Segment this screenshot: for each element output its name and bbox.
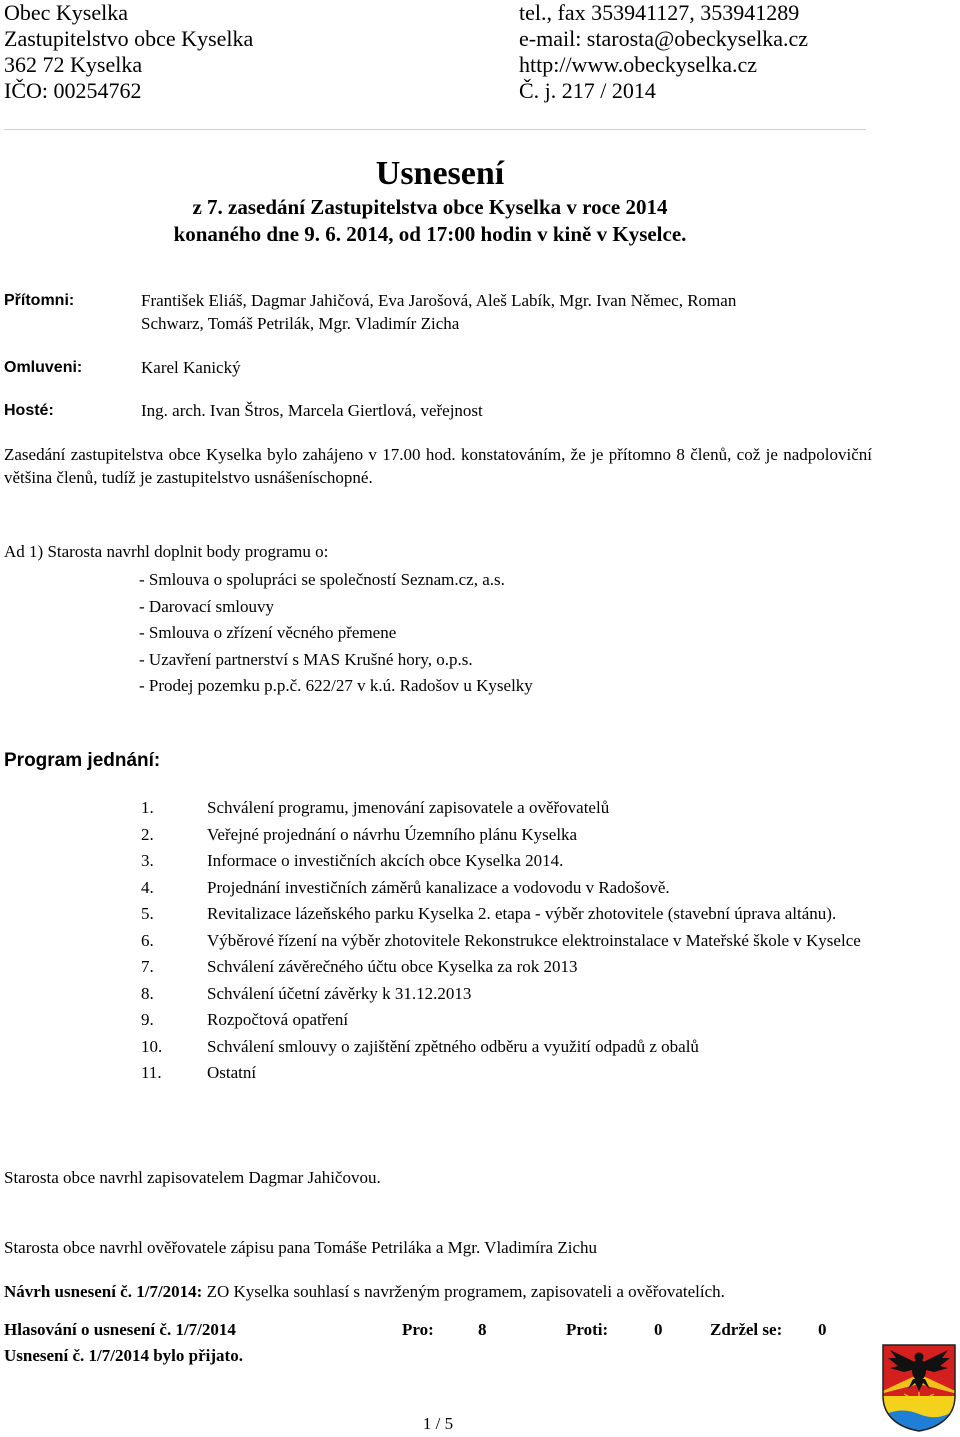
document-title: Usnesení [375, 155, 505, 192]
program-item-text: Schválení smlouvy o zajištění zpětného odběru a využití odpadů z obalů [207, 1036, 699, 1056]
vote-pro-label: Pro: [402, 1320, 434, 1339]
program-item [141, 848, 881, 875]
letterhead-right [519, 0, 808, 104]
program-item-number: 1. [141, 798, 154, 817]
program-item [141, 1060, 881, 1087]
program-item-text: Veřejné projednání o návrhu Územního plánu Kyselka [207, 824, 578, 844]
program-item-number: 8. [141, 983, 154, 1003]
opening-paragraph: Zasedání zastupitelstva obce Kyselka bylo zahájeno v 17.00 hod. konstatováním, že je přítomno 8 členů, což je nadpoloviční většina členů, tudíž je zastupitelstvo usnášeníschopné. [4, 445, 872, 487]
proposal-text: ZO Kyselka souhlasí s navrženým programem, zapisovateli a ověřovatelích. [202, 1282, 725, 1301]
program-item [141, 875, 881, 902]
guests-list: Ing. arch. Ivan Štros, Marcela Giertlová, veřejnost [141, 401, 483, 420]
program-list [141, 795, 881, 1087]
coat-of-arms-icon [882, 1344, 956, 1432]
phone-fax: tel., fax 353941127, 353941289 [519, 0, 800, 25]
program-item-number: 5. [141, 904, 154, 923]
excused-list: Karel Kanický [141, 358, 241, 377]
ad1-item: - Prodej pozemku p.p.č. 622/27 v k.ú. Radošov u Kyselky [139, 676, 533, 695]
program-heading: Program jednání: [4, 750, 161, 771]
program-item [141, 1007, 881, 1034]
ad1-item: - Darovací smlouvy [139, 596, 275, 616]
program-item-text: Ostatní [207, 1063, 257, 1082]
vote-pro-count: 8 [478, 1320, 487, 1339]
program-item-text: Schválení závěrečného účtu obce Kyselka za rok 2013 [207, 957, 578, 976]
coat-of-arms-graphic [882, 1344, 956, 1432]
resolution-proposal [4, 1280, 725, 1303]
postal-address: 362 72 Kyselka [4, 52, 143, 77]
subtitle-line: konaného dne 9. 6. 2014, od 17:00 hodin v kině v Kyselce. [173, 222, 687, 246]
program-item-text: Rozpočtová opatření [207, 1010, 349, 1029]
program-item-text: Projednání investičních záměrů kanalizace a vodovodu v Radošově. [207, 877, 670, 897]
program-item-text: Informace o investičních akcích obce Kyselka 2014. [207, 851, 564, 870]
website: http://www.obeckyselka.cz [519, 52, 758, 77]
municipality-name: Obec Kyselka [4, 0, 129, 25]
program-item [141, 822, 881, 849]
council-name: Zastupitelstvo obce Kyselka [4, 26, 254, 51]
program-item [141, 901, 881, 928]
program-item [141, 928, 881, 955]
program-item [141, 981, 881, 1008]
vote-label: Hlasování o usnesení č. 1/7/2014 [4, 1320, 236, 1339]
letterhead-left [4, 0, 253, 104]
email: e-mail: starosta@obeckyselka.cz [519, 26, 809, 51]
ad1-items [139, 567, 533, 700]
program-item-text: Schválení programu, jmenování zapisovatele a ověřovatelů [207, 798, 610, 817]
vote-abstain-label: Zdržel se: [710, 1320, 783, 1339]
vote-against-count: 0 [654, 1320, 663, 1339]
program-item-number: 3. [141, 851, 154, 870]
program-item-text: Revitalizace lázeňského parku Kyselka 2. etapa - výběr zhotovitele (stavební úprava altánu). [207, 904, 837, 923]
resolution-result: Usnesení č. 1/7/2014 bylo přijato. [4, 1346, 243, 1365]
program-item [141, 1034, 881, 1061]
program-item-number: 2. [141, 824, 154, 844]
program-item-number: 9. [141, 1010, 154, 1029]
vote-abstain-count: 0 [818, 1320, 827, 1339]
verifiers-proposal: Starosta obce navrhl ověřovatele zápisu pana Tomáše Petriláka a Mgr. Vladimíra Zichu [4, 1238, 597, 1257]
program-item-text: Schválení účetní závěrky k 31.12.2013 [207, 983, 472, 1003]
program-item-number: 11. [141, 1063, 162, 1082]
ad1-item: - Uzavření partnerství s MAS Krušné hory, o.p.s. [139, 649, 473, 669]
program-item-text: Výběrové řízení na výběr zhotovitele Rekonstrukce elektroinstalace v Mateřské škole v Kyselce [207, 930, 861, 950]
ad1-intro: Ad 1) Starosta navrhl doplnit body programu o: [4, 542, 329, 561]
program-item-number: 7. [141, 957, 154, 976]
header-divider [4, 129, 866, 130]
proposal-label: Návrh usnesení č. 1/7/2014: [4, 1282, 203, 1301]
subtitle-line: z 7. zasedání Zastupitelstva obce Kyselka v roce 2014 [192, 195, 668, 219]
program-item [141, 954, 881, 981]
document-subtitle [0, 194, 860, 248]
ad1-item: - Smlouva o zřízení věcného přemene [139, 623, 397, 642]
excused-label: Omluveni: [4, 359, 83, 376]
program-item [141, 795, 881, 822]
company-id: IČO: 00254762 [4, 78, 142, 103]
recorder-proposal: Starosta obce navrhl zapisovatelem Dagmar Jahičovou. [4, 1168, 381, 1187]
present-list [141, 289, 736, 335]
page-number: 1 / 5 [422, 1414, 454, 1433]
program-item-number: 6. [141, 930, 154, 950]
program-item-number: 4. [141, 877, 154, 897]
reference-number: Č. j. 217 / 2014 [519, 78, 656, 103]
present-label: Přítomni: [4, 292, 75, 309]
program-item-number: 10. [141, 1036, 163, 1056]
ad1-item: - Smlouva o spolupráci se společností Seznam.cz, a.s. [139, 570, 505, 589]
present-line: František Eliáš, Dagmar Jahičová, Eva Jarošová, Aleš Labík, Mgr. Ivan Němec, Roman [141, 291, 737, 310]
guests-label: Hosté: [4, 402, 54, 419]
present-line: Schwarz, Tomáš Petrilák, Mgr. Vladimír Zicha [141, 314, 460, 333]
vote-against-label: Proti: [566, 1320, 609, 1339]
